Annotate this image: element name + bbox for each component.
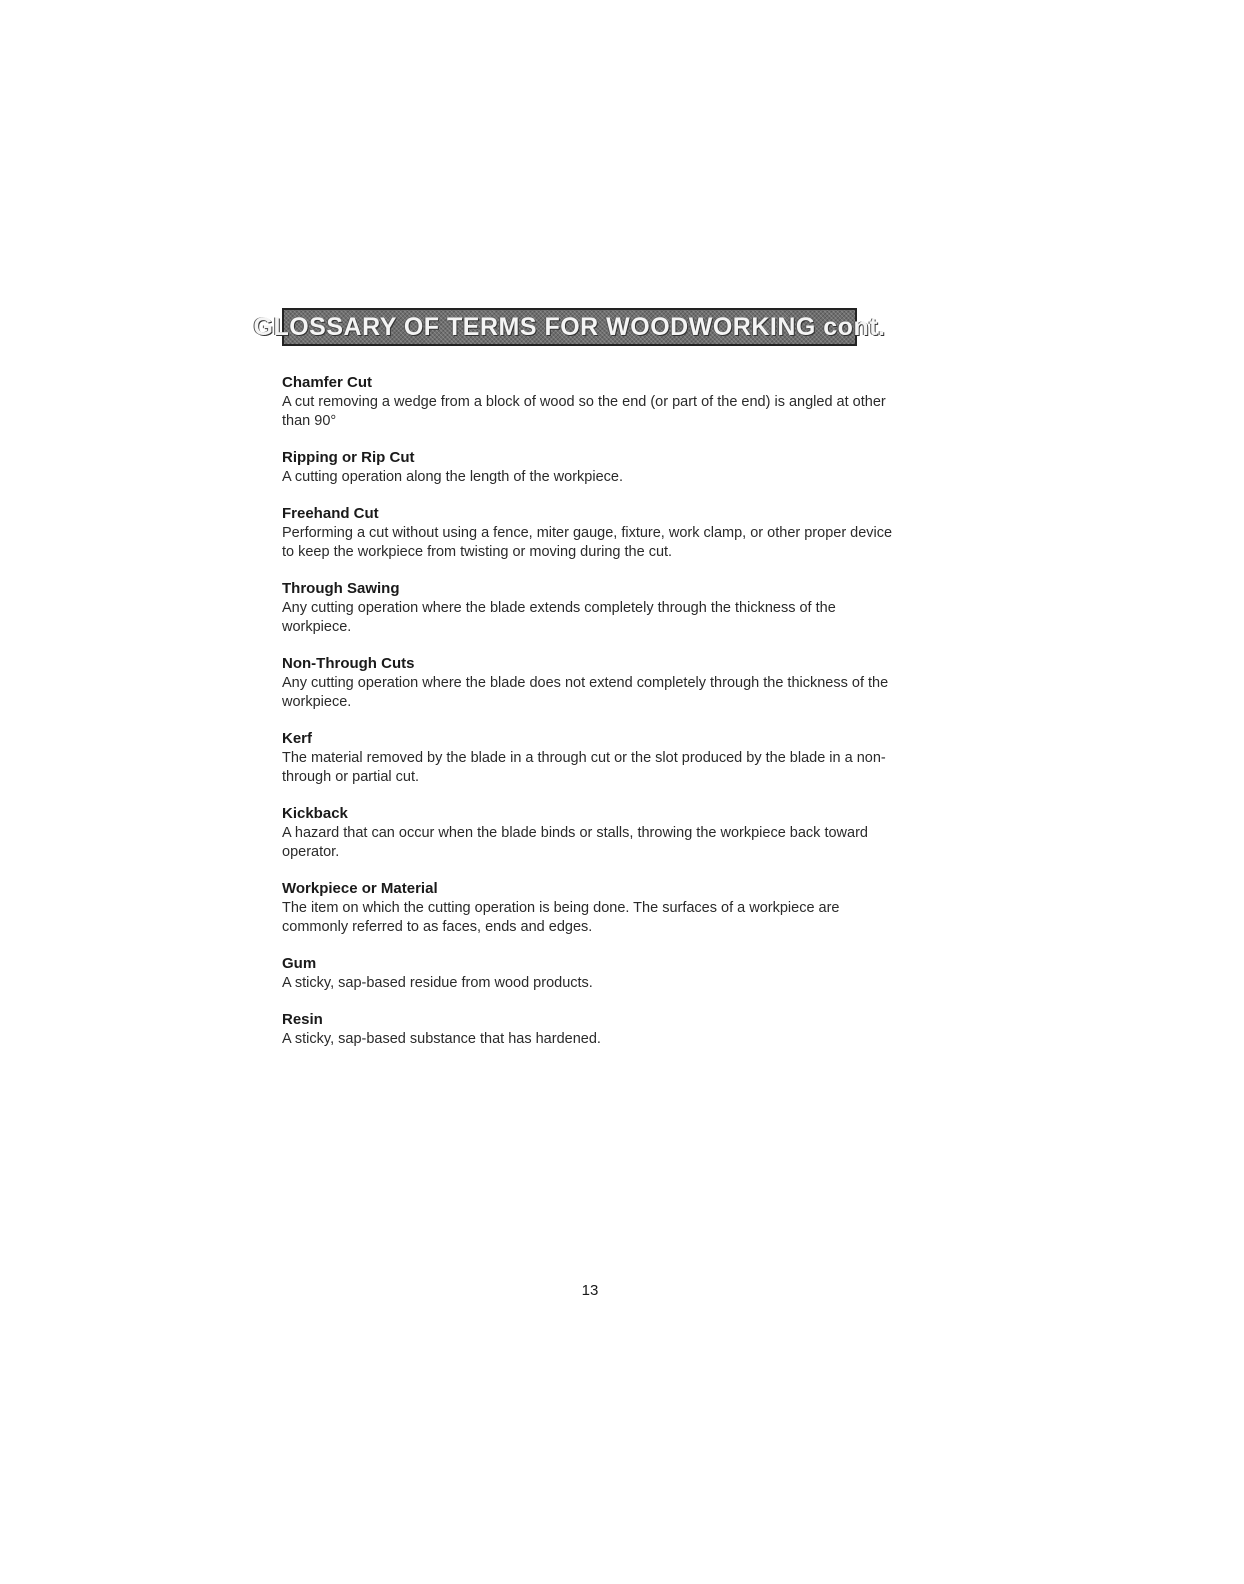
glossary-definition: The material removed by the blade in a through cut or the slot produced by the blade in a non-through or partial cut. xyxy=(282,750,886,785)
glossary-entry-workpiece xyxy=(282,879,922,937)
glossary-term: Non-Through Cuts xyxy=(282,655,415,672)
glossary-definition: A sticky, sap-based substance that has hardened. xyxy=(282,1031,601,1047)
glossary-term: Freehand Cut xyxy=(282,505,379,522)
glossary-term: Kickback xyxy=(282,805,348,822)
glossary-entry-chamfer-cut xyxy=(282,373,922,431)
glossary-term: Kerf xyxy=(282,730,313,747)
glossary-entry-resin xyxy=(282,1010,922,1049)
glossary-entry-gum xyxy=(282,954,922,993)
glossary-definition: A hazard that can occur when the blade binds or stalls, throwing the workpiece back toward operator. xyxy=(282,825,868,860)
glossary-entry-freehand-cut xyxy=(282,504,922,562)
glossary-term: Resin xyxy=(282,1011,323,1028)
glossary-definition: A cutting operation along the length of the workpiece. xyxy=(282,469,623,485)
glossary-term: Through Sawing xyxy=(282,580,400,597)
glossary-entry-kickback xyxy=(282,804,922,862)
section-title: GLOSSARY OF TERMS FOR WOODWORKING cont. xyxy=(253,312,886,341)
glossary-definition: Any cutting operation where the blade does not extend completely through the thickness of the workpiece. xyxy=(282,675,889,710)
glossary-term: Chamfer Cut xyxy=(282,374,373,391)
section-title-banner xyxy=(253,308,886,346)
glossary-entry-rip-cut xyxy=(282,448,922,487)
glossary-definition: A cut removing a wedge from a block of wood so the end (or part of the end) is angled at other than 90° xyxy=(282,394,886,429)
glossary-entry-kerf xyxy=(282,729,922,787)
glossary-definition: A sticky, sap-based residue from wood products. xyxy=(282,975,593,991)
glossary-term: Gum xyxy=(282,955,317,972)
glossary-definition: The item on which the cutting operation is being done. The surfaces of a workpiece are commonly referred to as faces, ends and edges. xyxy=(282,900,840,935)
glossary-term: Workpiece or Material xyxy=(282,880,438,897)
glossary-definition: Any cutting operation where the blade extends completely through the thickness of the workpiece. xyxy=(282,600,836,635)
glossary-term: Ripping or Rip Cut xyxy=(282,449,415,466)
page-number: 13 xyxy=(581,1282,599,1299)
glossary-list xyxy=(282,373,922,1066)
glossary-entry-non-through-cuts xyxy=(282,654,922,712)
glossary-entry-through-sawing xyxy=(282,579,922,637)
glossary-definition: Performing a cut without using a fence, miter gauge, fixture, work clamp, or other proper device to keep the workpiece from twisting or moving during the cut. xyxy=(282,525,893,560)
